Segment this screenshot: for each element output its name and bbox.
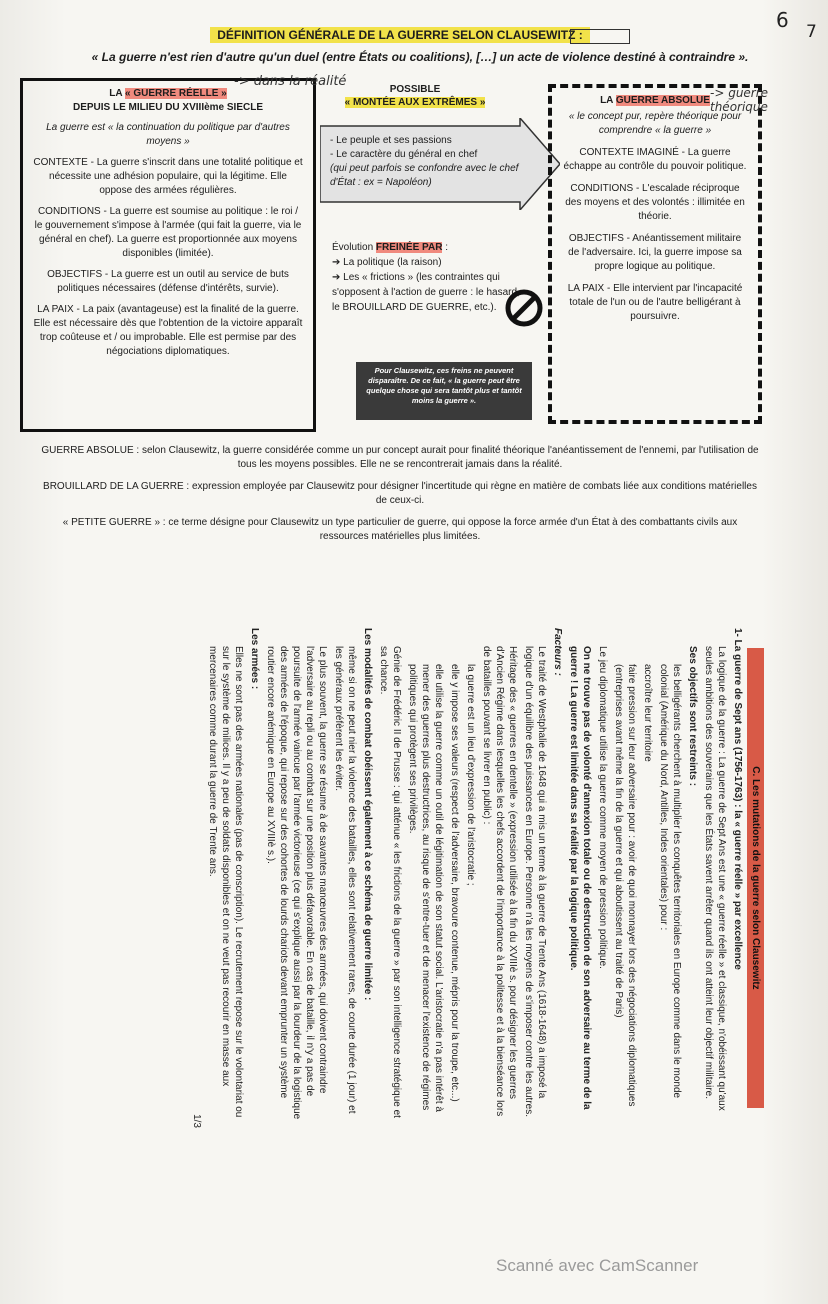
facteur-2b: elle y impose ses valeurs (respect de l'adversaire, bravoure contenue, mépris pour la troupe, etc...) [449, 664, 460, 1102]
frein-politique: ➔ La politique (la raison) [332, 257, 442, 268]
handwritten-note-reelle: -> dans la réalité [234, 74, 347, 89]
title-checkbox [570, 29, 630, 44]
volonte-annexion: On ne trouve pas de volonté d'annexion totale ou de destruction de son adversaire au terme de la guerre ! La guerre est limitée dans sa réalité par la logique politique. [568, 646, 592, 1110]
facteur-1: Le traité de Westphalie de 1648 qui a mis un terme à la guerre de Trente Ans (1618-1648) a imposé la logique d'un équilibre des puissances en Europe. Personne n'a les moyens de s'imposer contre les autres. [523, 646, 547, 1118]
freins-note: Pour Clausewitz, ces freins ne peuvent disparaître. De ce fait, « la guerre peut être quelque chose qui sera tantôt plus et tantôt moins la guerre ». [356, 362, 532, 420]
definitions [40, 444, 760, 552]
jeu-diplomatique: Le jeu diplomatique utilise la guerre comme moyen de pression politique. [597, 646, 608, 969]
facteur-2c: elle utilise la guerre comme un outil de légitimation de son statut social. L'aristocratie n'a pas intérêt à mener des guerres plus destructrices, au risque de s'entre-tuer et de menacer l'existence de régimes politiques qui protègent ses privilèges. [407, 664, 444, 1112]
heading-prefix: LA [109, 88, 126, 99]
guerre-reelle-paix: LA PAIX - La paix (avantageuse) est la finalité de la guerre. Elle est nécessaire dès que l'obtention de la victoire apparaît trop coûteuse et / ou improbable. Elle est permise par des négociations diplomatiques. [33, 304, 303, 357]
evolution-suffix: : [442, 242, 448, 253]
heading-highlight: GUERRE ABSOLUE [615, 95, 710, 106]
armees-1: Elles ne sont pas des armées nationales (pas de conscription). Le recrutement repose sur le volontariat ou sur le système de milices. Il y a peu de soldats disponibles et on ne veut pas recourir en masse aux mercenaires comme durant la guerre de Trente ans. [207, 646, 244, 1118]
guerre-reelle-definition: La guerre est « la continuation du politique par d'autres moyens » [46, 122, 290, 147]
definition-guerre-absolue: GUERRE ABSOLUE : selon Clausewitz, la guerre considérée comme un pur concept aurait pour finalité théorique l'anéantissement de l'ennemi, par l'utilisation de tous les moyens possibles. Elle ne se rencontrerait jamais dans la réalité. [41, 445, 759, 470]
page-title: DÉFINITION GÉNÉRALE DE LA GUERRE SELON CLAUSEWITZ : [210, 27, 590, 43]
definition-brouillard: BROUILLARD DE LA GUERRE : expression employée par Clausewitz pour désigner l'incertitude qui règne en matière de combats liée aux conditions matérielles de ceux-ci. [43, 481, 757, 506]
modalite-1: même si on ne peut nier la violence des batailles, elles sont relativement rares, de courte durée (1 jour) et les généraux préfèrent les éviter. [333, 646, 357, 1114]
heading-prefix: LA [600, 95, 616, 106]
handwritten-note-absolue: -> guerre théorique [710, 86, 769, 114]
rotated-page [44, 628, 764, 1128]
evolution-freinee [332, 240, 522, 315]
guerre-absolue-box [548, 84, 762, 424]
guerre-reelle-box [20, 78, 316, 432]
evolution-prefix: Évolution [332, 242, 376, 253]
guerre-reelle-heading [33, 87, 303, 115]
facteur-3: Génie de Frédéric II de Prusse : qui atténue « les frictions de la guerre » par son intelligence stratégique et sa chance. [378, 646, 402, 1118]
modalites-label: Les modalités de combat obéissent également à ce schéma de guerre limitée : [362, 628, 373, 1001]
definition-petite-guerre: « PETITE GUERRE » : ce terme désigne pour Clausewitz un type particulier de guerre, qui oppose la force armée d'un État à des combattants civils aux ressources matérielles plus limitées. [62, 517, 738, 542]
guerre-absolue-paix: LA PAIX - Elle intervient par l'incapacité totale de l'un ou de l'autre belligérant à poursuivre. [567, 283, 743, 322]
page-number-corner: 7 [806, 22, 817, 42]
guerre-absolue-objectifs: OBJECTIFS - Anéantissement militaire de l'adversaire. Ici, la guerre impose sa propre logique au politique. [568, 233, 742, 272]
clausewitz-quote: « La guerre n'est rien d'autre qu'un duel (entre États ou coalitions), […] un acte de violence destiné à contraindre ». [91, 50, 749, 64]
arrow-content [330, 134, 530, 190]
facteur-2: Héritage des « guerres en dentelle » (expression utilisée à la fin du XVIIIè s. pour désigner les guerres d'Ancien Régime dans lesquelles les chefs accordent de l'importance à la politesse et à la bienséance lors de batailles pouvant se livrer en public) : [481, 646, 518, 1117]
page-number-top: 6 [776, 8, 789, 32]
frein-frictions: ➔ Les « frictions » (les contraintes qui s'opposent à l'action de guerre : le hasard, le BROUILLARD DE GUERRE, etc.). [332, 272, 520, 313]
guerre-absolue-contexte: CONTEXTE IMAGINÉ - La guerre échappe au contrôle du pouvoir politique. [563, 147, 747, 172]
arrow-line-2: - Le caractère du général en chef [330, 149, 478, 160]
objectif-1a: accroître leur territoire [642, 664, 653, 762]
camscanner-watermark: Scanné avec CamScanner [496, 1256, 699, 1275]
section-title: 1- La guerre de Sept ans (1756-1763) : la « guerre réelle » par excellence [732, 628, 743, 970]
guerre-reelle-objectifs: OBJECTIFS - La guerre est un outil au service de buts politiques nécessaires (défense d'intérêts, survie). [47, 269, 289, 294]
facteur-2a: la guerre est un lieu d'expression de l'aristocratie ; [465, 664, 476, 886]
objectif-1: les belligérants cherchent à multiplier les conquêtes territoriales en Europe comme dans le monde colonial (Amérique du Nord, Antilles, Indes orientales) pour : [658, 664, 682, 1099]
prohibited-icon [504, 288, 544, 328]
heading-highlight: « GUERRE RÉELLE » [125, 88, 227, 99]
objectifs-label: Ses objectifs sont restreints : [687, 646, 698, 787]
logique-paragraph: La logique de la guerre : La guerre de Sept Ans est une « guerre réelle » et classique, n'obéissant qu'aux seules ambitions des souverains que les États savent arrêter quand ils ont atteint leur objectif militaire. [703, 646, 727, 1111]
possible-label: POSSIBLE [389, 84, 441, 95]
guerre-absolue-definition: « le concept pur, repère théorique pour comprendre « la guerre » [568, 111, 742, 136]
guerre-reelle-conditions: CONDITIONS - La guerre est soumise au politique : le roi / le gouvernement s'impose à l'armée (qui fait la guerre, via le général en chef). La guerre est proportionnée aux moyens disponibles (limitée). [34, 206, 302, 259]
armees-label: Les armées : [249, 628, 260, 690]
rotated-page-number: 1/3 [191, 1114, 202, 1128]
heading-subtitle: DEPUIS LE MILIEU DU XVIIIème SIECLE [72, 102, 264, 113]
montee-extremes-heading [330, 83, 500, 109]
guerre-absolue-conditions: CONDITIONS - L'escalade réciproque des moyens et des volontés : illimitée en théorie. [565, 183, 745, 222]
facteurs-label: Facteurs : [552, 628, 563, 676]
objectif-1b: faire pression sur leur adversaire pour : avoir de quoi monnayer lors des négociations diplomatiques (entreprises avant même la fin de la guerre et qui aboutissent au traité de Paris) [613, 664, 637, 1107]
montee-label: « MONTÉE AUX EXTRÊMES » [344, 97, 486, 108]
section-header: C. Les mutations de la guerre selon Clausewitz [747, 648, 764, 1108]
evolution-highlight: FREINÉE PAR [375, 242, 443, 253]
modalite-2: Le plus souvent, la guerre se résume à de savantes manœuvres des armées, qui doivent contraindre l'adversaire au repli ou au combat sur une position plus défavorable. En cas de bataille, il n'y a pas de poursuite de l'armée vaincue par l'armée victorieuse (ce qui s'explique aussi par la lourdeur de la logistique des armées de l'époque, qui repose sur des cohortes de lourds chariots devant emprunter un système routier encore anémique en Europe au XVIIIè s.). [265, 646, 328, 1120]
guerre-reelle-contexte: CONTEXTE - La guerre s'inscrit dans une totalité politique et nécessite une adhésion populaire, qui la légitime. Elle oppose des armées régulières. [33, 157, 303, 196]
arrow-line-1: - Le peuple et ses passions [330, 135, 452, 146]
arrow-line-3: (qui peut parfois se confondre avec le chef d'État : ex = Napoléon) [330, 163, 519, 188]
